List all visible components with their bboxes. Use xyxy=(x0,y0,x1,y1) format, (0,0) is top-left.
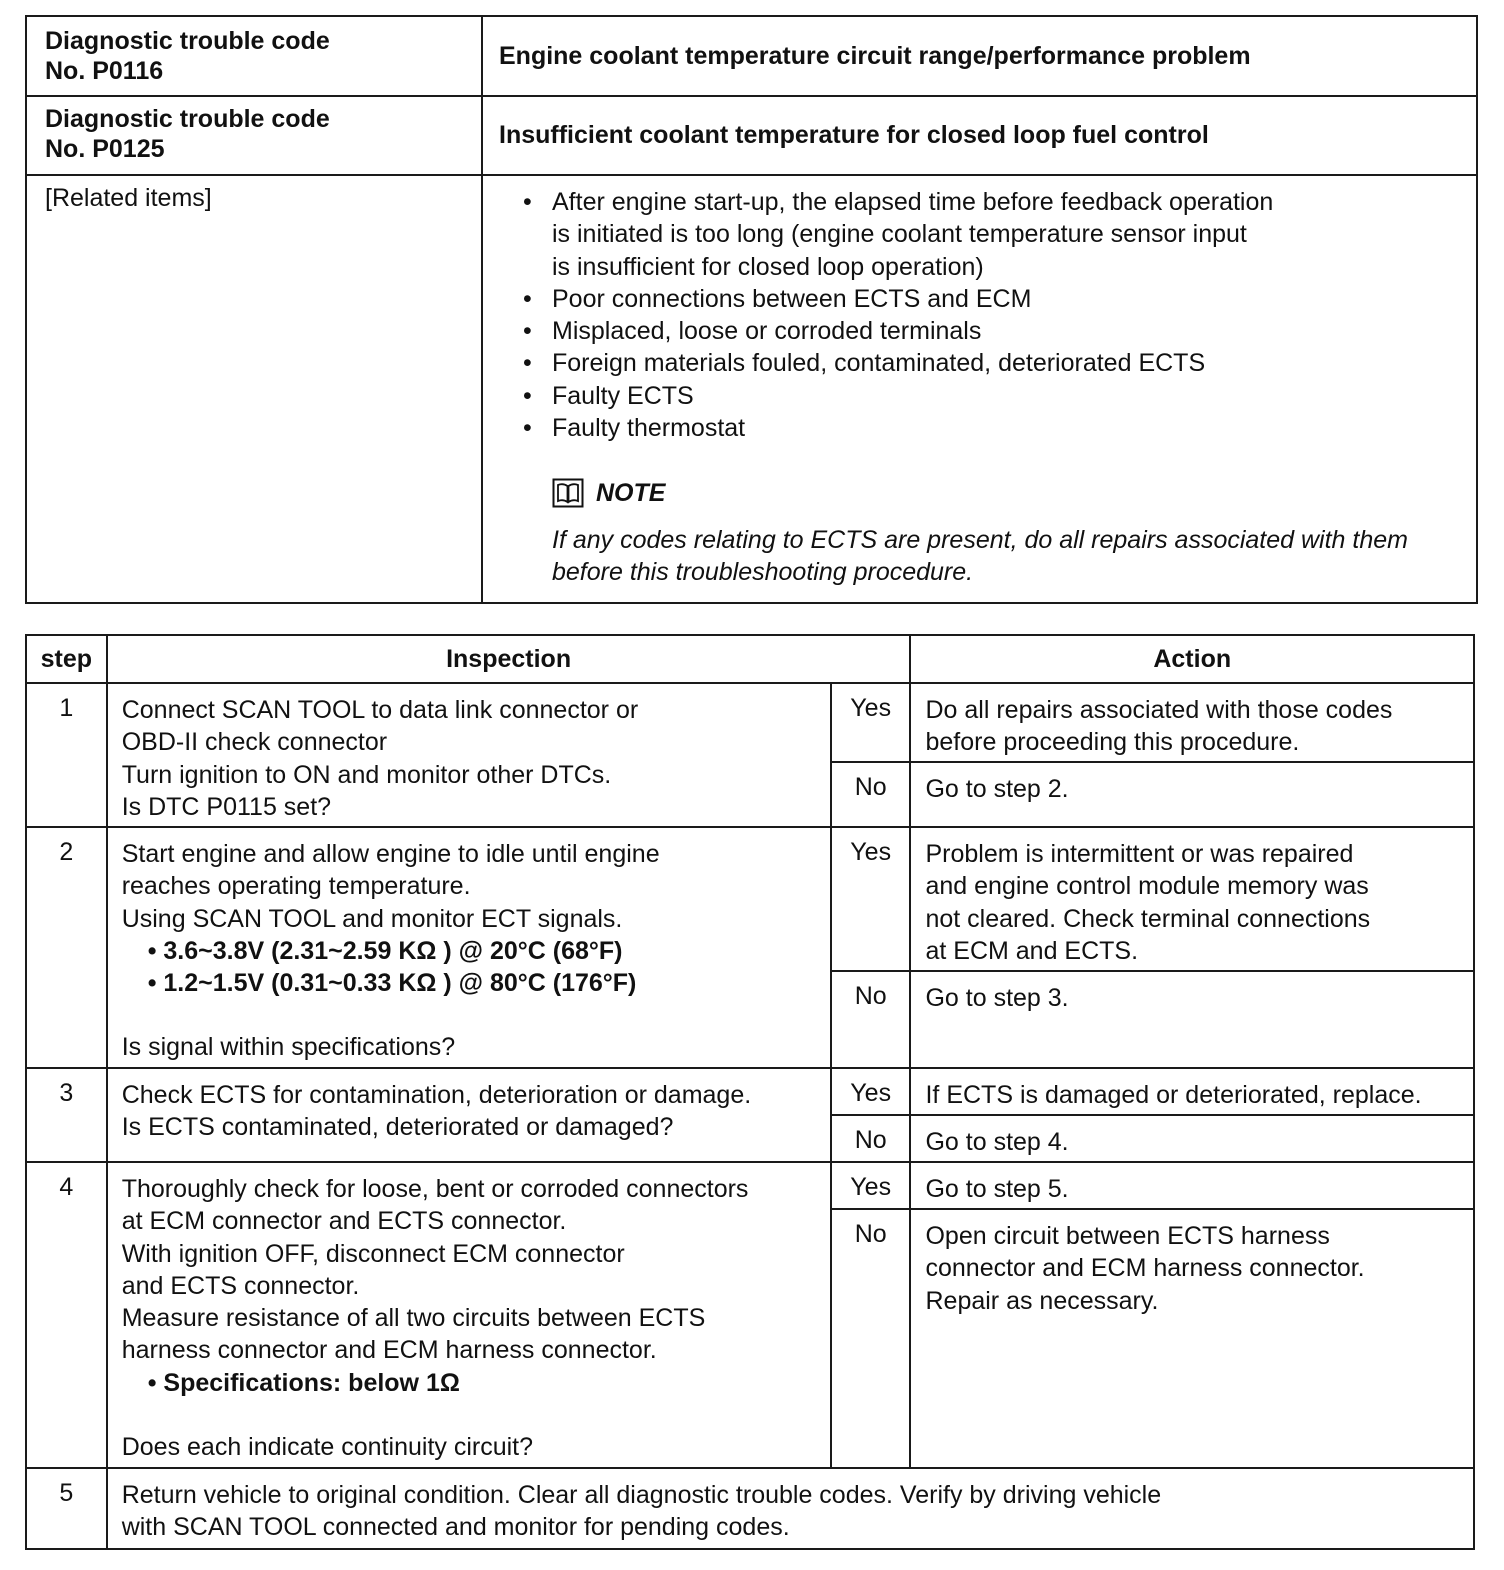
no-label: No xyxy=(831,971,911,1068)
spacer xyxy=(122,999,826,1031)
dtc-code-number: No. P0116 xyxy=(45,57,164,85)
list-item xyxy=(523,347,1476,379)
dtc-row xyxy=(26,16,1477,96)
dtc-description: Engine coolant temperature circuit range/performance problem xyxy=(482,16,1477,96)
inspection-text xyxy=(107,683,831,827)
list-item xyxy=(523,315,1476,347)
yes-action xyxy=(910,827,1474,971)
dtc-label xyxy=(27,97,481,174)
related-items-list xyxy=(523,186,1476,444)
list-item-line: • Faulty ECTS xyxy=(552,381,694,410)
step-text-line: with SCAN TOOL connected and monitor for pending codes. xyxy=(121,1513,790,1542)
action-line: Go to step 4. xyxy=(925,1128,1069,1156)
inspection-line: Check ECTS for contamination, deterioration or damage. xyxy=(121,1081,752,1109)
step-number: 5 xyxy=(26,1468,107,1549)
list-item-line: is insufficient for closed loop operation) xyxy=(552,252,984,281)
note-line: before this troubleshooting procedure. xyxy=(552,558,974,587)
list-item xyxy=(523,412,1476,444)
inspection-line: Is ECTS contaminated, deteriorated or damaged? xyxy=(121,1113,674,1142)
yes-label: Yes xyxy=(831,1068,911,1115)
action-line: If ECTS is damaged or deteriorated, replace. xyxy=(925,1081,1422,1109)
action-line: Go to step 3. xyxy=(925,984,1069,1012)
inspection-line: harness connector and ECM harness connector. xyxy=(121,1336,657,1365)
action-line: at ECM and ECTS. xyxy=(925,936,1139,965)
final-step-text xyxy=(107,1468,1474,1549)
inspection-question: Is signal within specifications? xyxy=(121,1033,456,1062)
step-number: 4 xyxy=(26,1162,107,1468)
inspection-line: reaches operating temperature. xyxy=(121,872,471,901)
yes-action xyxy=(910,1162,1474,1209)
inspection-line: Start engine and allow engine to idle until engine xyxy=(121,840,660,868)
related-items-cell xyxy=(482,175,1477,603)
spacer xyxy=(122,1399,826,1431)
action-line: Repair as necessary. xyxy=(925,1286,1159,1315)
dtc-label-cell xyxy=(26,96,482,175)
list-item-line: • Poor connections between ECTS and ECM xyxy=(552,284,1032,313)
dtc-row xyxy=(26,96,1477,175)
yes-label: Yes xyxy=(831,1162,911,1209)
note-box xyxy=(552,478,1476,588)
dtc-label-line: Diagnostic trouble code xyxy=(45,105,330,133)
table-row xyxy=(26,1468,1474,1549)
inspection-text xyxy=(107,827,831,1068)
dtc-label-line: Diagnostic trouble code xyxy=(45,27,330,55)
no-action xyxy=(910,1115,1474,1162)
inspection-line: Thoroughly check for loose, bent or corroded connectors xyxy=(121,1175,749,1203)
spec-item: • Specifications: below 1Ω xyxy=(147,1368,460,1397)
column-header-action: Action xyxy=(910,635,1474,683)
step-number: 1 xyxy=(26,683,107,827)
step-number: 2 xyxy=(26,827,107,1068)
action-line: Go to step 2. xyxy=(925,775,1069,803)
action-line: Open circuit between ECTS harness xyxy=(925,1222,1330,1250)
no-label: No xyxy=(831,762,911,827)
action-line: Go to step 5. xyxy=(925,1175,1069,1203)
list-item-line: • Foreign materials fouled, contaminated, deteriorated ECTS xyxy=(552,349,1206,378)
dtc-info-table xyxy=(25,15,1478,604)
inspection-line: Is DTC P0115 set? xyxy=(121,792,332,821)
related-items-row xyxy=(26,175,1477,603)
inspection-line: OBD-II check connector xyxy=(121,728,388,757)
action-line: connector and ECM harness connector. xyxy=(925,1254,1365,1283)
troubleshooting-procedure-table xyxy=(25,634,1475,1550)
dtc-code-number: No. P0125 xyxy=(45,135,165,163)
step-number: 3 xyxy=(26,1068,107,1162)
related-items-label: [Related items] xyxy=(26,175,482,603)
inspection-text xyxy=(107,1162,831,1468)
column-header-inspection: Inspection xyxy=(107,635,911,683)
inspection-line: Connect SCAN TOOL to data link connector or xyxy=(121,696,639,724)
note-line: If any codes relating to ECTS are present, do all repairs associated with them xyxy=(552,526,1408,555)
manual-book-icon xyxy=(552,478,584,508)
inspection-question: Does each indicate continuity circuit? xyxy=(121,1433,534,1462)
inspection-line: With ignition OFF, disconnect ECM connector xyxy=(121,1239,625,1268)
action-line: before proceeding this procedure. xyxy=(925,728,1300,757)
table-row xyxy=(26,683,1474,762)
inspection-line: at ECM connector and ECTS connector. xyxy=(121,1207,567,1236)
action-line: Do all repairs associated with those codes xyxy=(925,696,1393,724)
yes-label: Yes xyxy=(831,827,911,971)
note-heading xyxy=(552,478,1476,508)
note-text xyxy=(552,524,1476,588)
list-item-line: • Misplaced, loose or corroded terminals xyxy=(552,317,982,346)
yes-label: Yes xyxy=(831,683,911,762)
inspection-line: Using SCAN TOOL and monitor ECT signals. xyxy=(121,904,623,933)
inspection-line: Measure resistance of all two circuits between ECTS xyxy=(121,1304,706,1333)
list-item xyxy=(523,380,1476,412)
dtc-label-cell xyxy=(26,16,482,96)
inspection-line: and ECTS connector. xyxy=(121,1271,360,1300)
step-text-line: Return vehicle to original condition. Clear all diagnostic trouble codes. Verify by driving vehicle xyxy=(121,1481,1162,1509)
no-action xyxy=(910,971,1474,1068)
no-label: No xyxy=(831,1209,911,1468)
dtc-label xyxy=(27,17,481,95)
list-item xyxy=(523,186,1476,283)
action-line: Problem is intermittent or was repaired xyxy=(925,840,1354,868)
inspection-line: Turn ignition to ON and monitor other DTCs. xyxy=(121,760,612,789)
spec-item: • 1.2~1.5V (0.31~0.33 KΩ ) @ 80°C (176°F) xyxy=(147,969,637,998)
list-item-line: • Faulty thermostat xyxy=(552,414,746,443)
no-label: No xyxy=(831,1115,911,1162)
table-row xyxy=(26,827,1474,971)
action-line: not cleared. Check terminal connections xyxy=(925,904,1371,933)
yes-action xyxy=(910,1068,1474,1115)
no-action xyxy=(910,1209,1474,1468)
column-header-step: step xyxy=(26,635,107,683)
spec-item: • 3.6~3.8V (2.31~2.59 KΩ ) @ 20°C (68°F) xyxy=(147,936,623,965)
list-item-line: • After engine start-up, the elapsed time before feedback operation xyxy=(552,188,1274,216)
inspection-text xyxy=(107,1068,831,1162)
table-header-row xyxy=(26,635,1474,683)
list-item-line: is initiated is too long (engine coolant temperature sensor input xyxy=(552,220,1247,249)
table-row xyxy=(26,1162,1474,1209)
note-title: NOTE xyxy=(596,478,666,507)
list-item xyxy=(523,283,1476,315)
yes-action xyxy=(910,683,1474,762)
action-line: and engine control module memory was xyxy=(925,872,1369,901)
table-row xyxy=(26,1068,1474,1115)
dtc-description: Insufficient coolant temperature for closed loop fuel control xyxy=(482,96,1477,175)
no-action xyxy=(910,762,1474,827)
